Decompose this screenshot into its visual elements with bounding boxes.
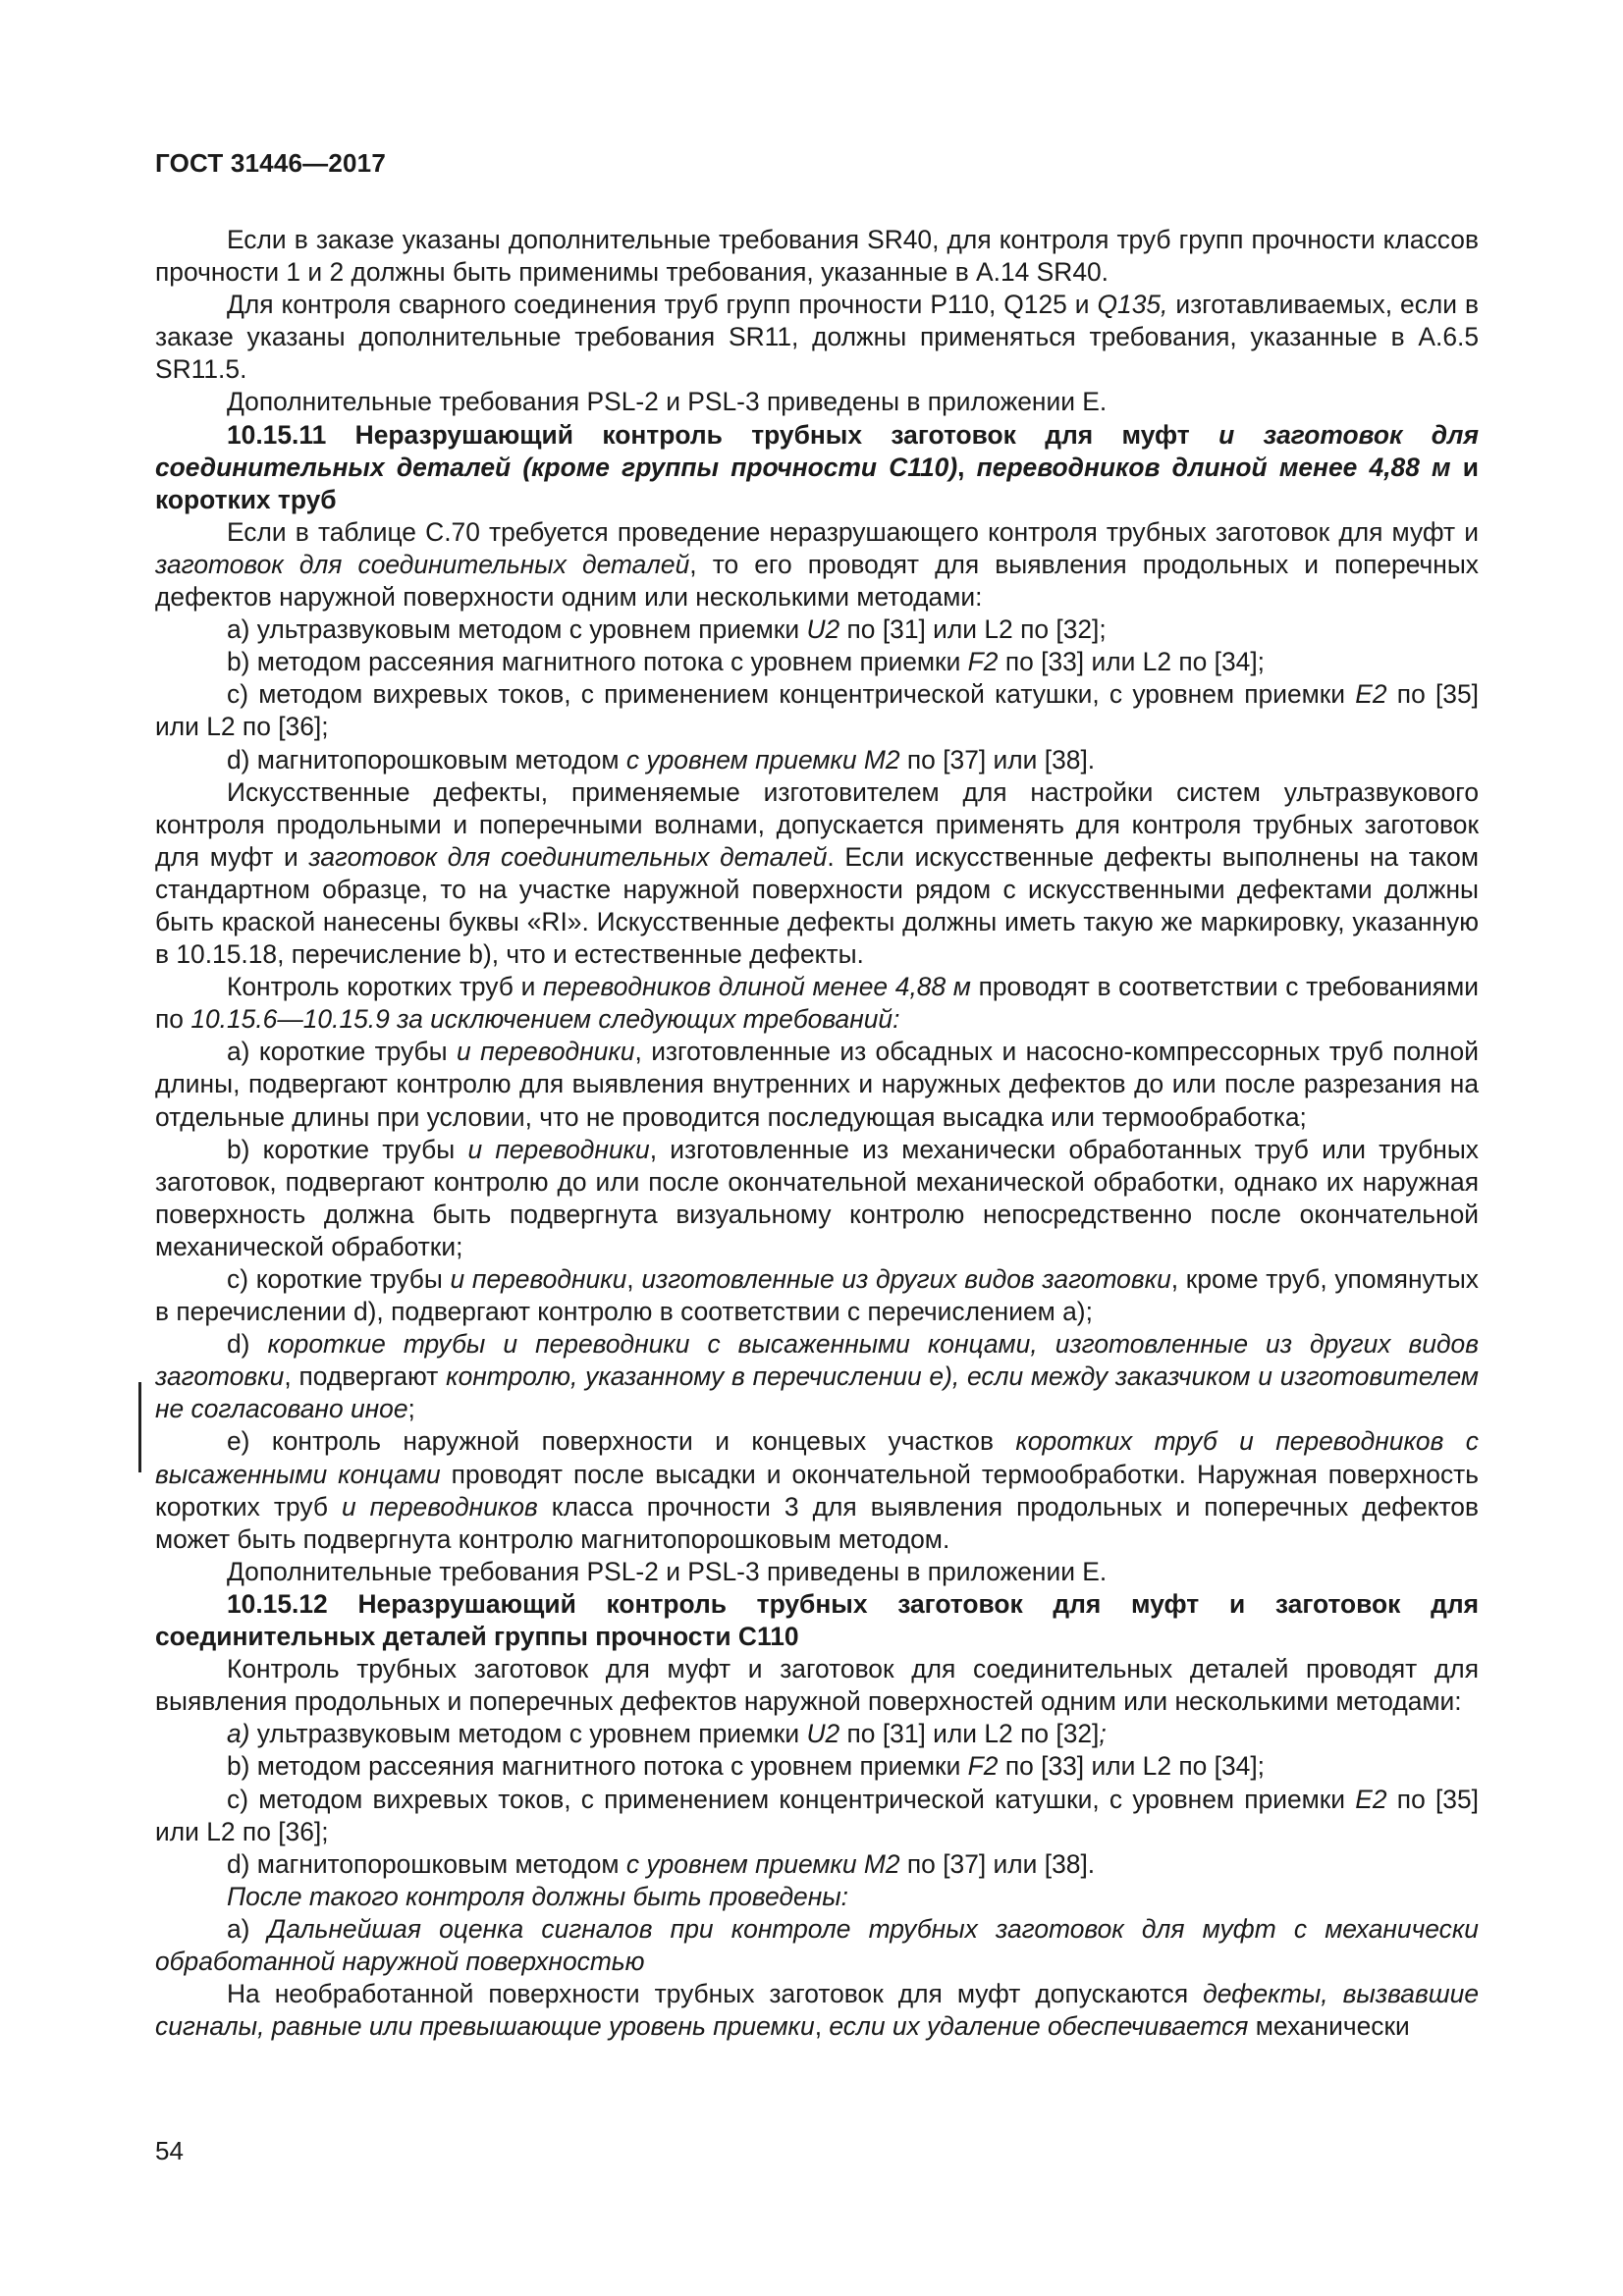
- list-item: c) методом вихревых токов, с применением концентрической катушки, с уровнем приемки E2 по [35] или L2 по [36];: [155, 679, 1479, 742]
- paragraph: Контроль коротких труб и переводников длиной менее 4,88 м проводят в соответствии с требованиями по 10.15.6—10.15.9 за исключением следующих требований:: [155, 972, 1479, 1035]
- list-item: b) короткие трубы и переводники, изготовленные из механически обработанных труб или трубных заготовок, подвергают контролю до или после окончательной механической обработки, однако их наружная поверхность должна быть подвергнута визуальному контролю непосредственно после окончательной механической обработки;: [155, 1134, 1479, 1261]
- document-body: [155, 224, 1479, 2043]
- change-mark-bar: [138, 1382, 141, 1472]
- paragraph: Дополнительные требования PSL-2 и PSL-3 приведены в приложении Е.: [227, 1556, 1108, 1586]
- paragraph: Контроль трубных заготовок для муфт и заготовок для соединительных деталей проводят для выявления продольных и поперечных дефектов наружной поверхностей одним или несколькими методами:: [155, 1654, 1479, 1717]
- paragraph: После такого контроля должны быть проведены:: [227, 1881, 849, 1911]
- list-item: d) магнитопорошковым методом с уровнем приемки М2 по [37] или [38].: [227, 1848, 1096, 1879]
- list-item: d) короткие трубы и переводники с высаженными концами, изготовленные из других видов заготовки, подвергают контролю, указанному в перечислении е), если между заказчиком и изготовителем не согласовано иное;: [155, 1329, 1479, 1424]
- paragraph: Если в таблице С.70 требуется проведение неразрушающего контроля трубных заготовок для муфт и заготовок для соединительных деталей, то его проводят для выявления продольных и поперечных дефектов наружной поверхности одним или несколькими методами:: [155, 516, 1479, 613]
- list-item: b) методом рассеяния магнитного потока с уровнем приемки F2 по [33] или L2 по [34];: [227, 1751, 1266, 1782]
- page-number: 54: [155, 2136, 184, 2165]
- list-item: a) короткие трубы и переводники, изготовленные из обсадных и насосно-компрессорных труб полной длины, подвергают контролю для выявления внутренних и наружных дефектов до или после разрезания на отдельные длины при условии, что не проводится последующая высадка или термообработка;: [155, 1037, 1479, 1132]
- paragraph: Искусственные дефекты, применяемые изготовителем для настройки систем ультразвукового контроля продольными и поперечными волнами, допускается применять для контроля трубных заготовок для муфт и заготовок для соединительных деталей. Если искусственные дефекты выполнены на таком стандартном образце, то на участке наружной поверхности рядом с искусственными дефектами должны быть краской нанесены буквы «RI». Искусственные дефекты должны иметь такую же маркировку, указанную в 10.15.18, перечисление b), что и естественные дефекты.: [155, 776, 1479, 970]
- list-item: c) методом вихревых токов, с применением концентрической катушки, с уровнем приемки E2 по [35] или L2 по [36];: [155, 1784, 1479, 1846]
- list-item: е) контроль наружной поверхности и концевых участков коротких труб и переводников с высаженными концами проводят после высадки и окончательной термообработки. Наружная поверхность коротких труб и переводников класса прочности 3 для выявления продольных и поперечных дефектов может быть подвергнута контролю магнитопорошковым методом.: [155, 1426, 1480, 1554]
- paragraph: На необработанной поверхности трубных заготовок для муфт допускаются дефекты, вызвавшие сигналы, равные или превышающие уровень приемки, если их удаление обеспечивается механически: [155, 1979, 1479, 2042]
- list-item: c) короткие трубы и переводники, изготовленные из других видов заготовки, кроме труб, упомянутых в перечислении d), подвергают контролю в соответствии с перечислением а);: [155, 1264, 1479, 1327]
- paragraph: Для контроля сварного соединения труб групп прочности Р110, Q125 и Q135, изготавливаемых, если в заказе указаны дополнительные требования SR11, должны применяться требования, указанные в А.6.5 SR11.5.: [155, 290, 1479, 385]
- list-item: d) магнитопорошковым методом с уровнем приемки М2 по [37] или [38].: [227, 744, 1096, 774]
- paragraph: Дополнительные требования PSL-2 и PSL-3 приведены в приложении Е.: [227, 387, 1108, 417]
- list-item: a) ультразвуковым методом с уровнем приемки U2 по [31] или L2 по [32];: [227, 1719, 1107, 1749]
- list-item: a) ультразвуковым методом с уровнем приемки U2 по [31] или L2 по [32];: [227, 614, 1107, 645]
- section-heading-10-15-12: 10.15.12 Неразрушающий контроль трубных заготовок для муфт и заготовок для соединительных деталей группы прочности С110: [155, 1588, 1479, 1652]
- document-code-header: ГОСТ 31446—2017: [155, 148, 386, 178]
- section-heading-10-15-11: 10.15.11 Неразрушающий контроль трубных заготовок для муфт и заготовок для соединительных деталей (кроме группы прочности С110), переводников длиной менее 4,88 м и коротких труб: [155, 419, 1479, 514]
- list-item: b) методом рассеяния магнитного потока с уровнем приемки F2 по [33] или L2 по [34];: [227, 647, 1266, 677]
- paragraph: Если в заказе указаны дополнительные требования SR40, для контроля труб групп прочности классов прочности 1 и 2 должны быть применимы требования, указанные в А.14 SR40.: [155, 225, 1479, 288]
- list-item: а) Дальнейшая оценка сигналов при контроле трубных заготовок для муфт с механически обработанной наружной поверхностью: [155, 1913, 1479, 1976]
